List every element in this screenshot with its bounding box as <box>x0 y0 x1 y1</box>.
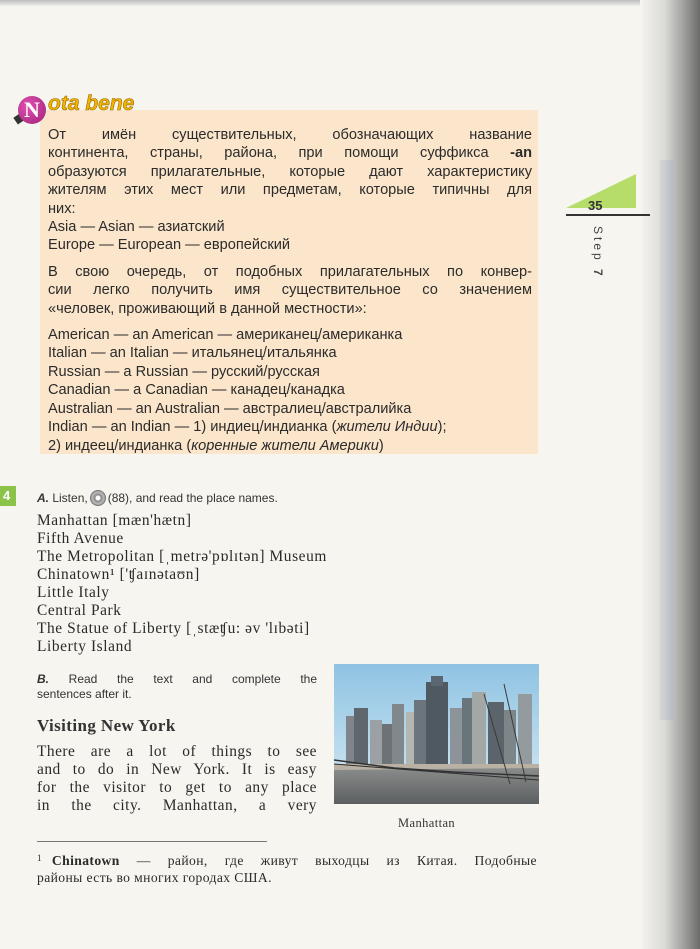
text-line: There are a lot of things to see <box>37 743 317 760</box>
nb-line: жителям этих мест или предметам, которые типичны для <box>48 182 532 199</box>
place-name: Central Park <box>37 602 122 619</box>
nb-line: образуются прилагательные, которые дают характеристику <box>48 163 532 180</box>
footnote-marker: 1 <box>37 853 42 863</box>
text-line: for the visitor to get to any place <box>37 779 317 796</box>
footnote-rule <box>37 841 267 842</box>
audio-disc-icon <box>90 490 106 506</box>
text-title: Visiting New York <box>37 716 176 735</box>
step-label: Step 7 <box>591 226 605 279</box>
instruction-b: B. Read the text and complete the sentences after it. <box>37 672 317 701</box>
place-names-list <box>37 512 327 656</box>
nb-example: Russian — a Russian — русский/русская <box>48 363 320 380</box>
nota-bene-badge-icon: N <box>18 96 46 124</box>
nb-line: континента, страны, района, при помощи суффикса -an <box>48 145 532 162</box>
manhattan-photo <box>334 664 539 804</box>
text-line: and to do in New York. It is easy <box>37 761 317 778</box>
nota-bene-text <box>48 126 532 455</box>
footnote-term: Chinatown <box>51 853 120 868</box>
nb-example: Canadian — a Canadian — канадец/канадка <box>48 382 345 399</box>
place-name: The Statue of Liberty [ˌstæʧu: əv 'lɪbəti] <box>37 620 310 637</box>
nb-example: Asia — Asian — азиатский <box>48 219 225 236</box>
nota-bene-logo <box>14 90 164 124</box>
place-name: Liberty Island <box>37 638 133 655</box>
suffix-an: -an <box>510 145 532 162</box>
text-line: in the city. Manhattan, a very <box>37 797 317 814</box>
nb-line: «человек, проживающий в данной местности»: <box>48 300 367 317</box>
nb-example: American — an American — американец/американка <box>48 327 403 344</box>
nb-example: Italian — an Italian — итальянец/итальянка <box>48 345 337 362</box>
bookmark-ribbon <box>660 160 674 720</box>
place-name: Chinatown¹ ['ʧaɪnətaʊn] <box>37 566 200 583</box>
exercise-number: 4 <box>0 486 16 506</box>
place-name: The Metropolitan [ˌmetrə'pɒlɪtən] Museum <box>37 548 327 565</box>
skyline-illustration <box>334 664 539 804</box>
footnote: $^1$ Chinatown — район, где живут выходцы из Китая. Подобные районы есть во многих городах США. <box>37 853 537 885</box>
nb-example: Indian — an Indian — 1) индиец/индианка (жители Индии); <box>48 419 447 436</box>
nota-bene-logo-text: ota bene <box>48 92 135 115</box>
page-number: 35 <box>588 198 603 213</box>
reading-text <box>37 743 317 815</box>
photo-caption: Manhattan <box>398 816 456 830</box>
nb-line: В свою очередь, от подобных прилагательных по конвер- <box>48 263 532 280</box>
nb-line: них: <box>48 200 76 217</box>
nb-example: 2) индеец/индианка (коренные жители Америки) <box>48 437 384 454</box>
place-name: Manhattan [mæn'hætn] <box>37 512 192 529</box>
place-name: Little Italy <box>37 584 110 601</box>
instruction-a: A. Listen, (88), and read the place names. <box>37 491 278 505</box>
nb-example: Europe — European — европейский <box>48 237 291 254</box>
nb-line: От имён существительных, обозначающих название <box>48 127 532 143</box>
nb-example: Australian — an Australian — австралиец/австралийка <box>48 400 412 417</box>
nb-line: сии легко получить имя существительное со значением <box>48 282 532 299</box>
place-name: Fifth Avenue <box>37 530 124 547</box>
step-tab-rule <box>566 214 650 216</box>
page-top-edge <box>0 0 640 6</box>
